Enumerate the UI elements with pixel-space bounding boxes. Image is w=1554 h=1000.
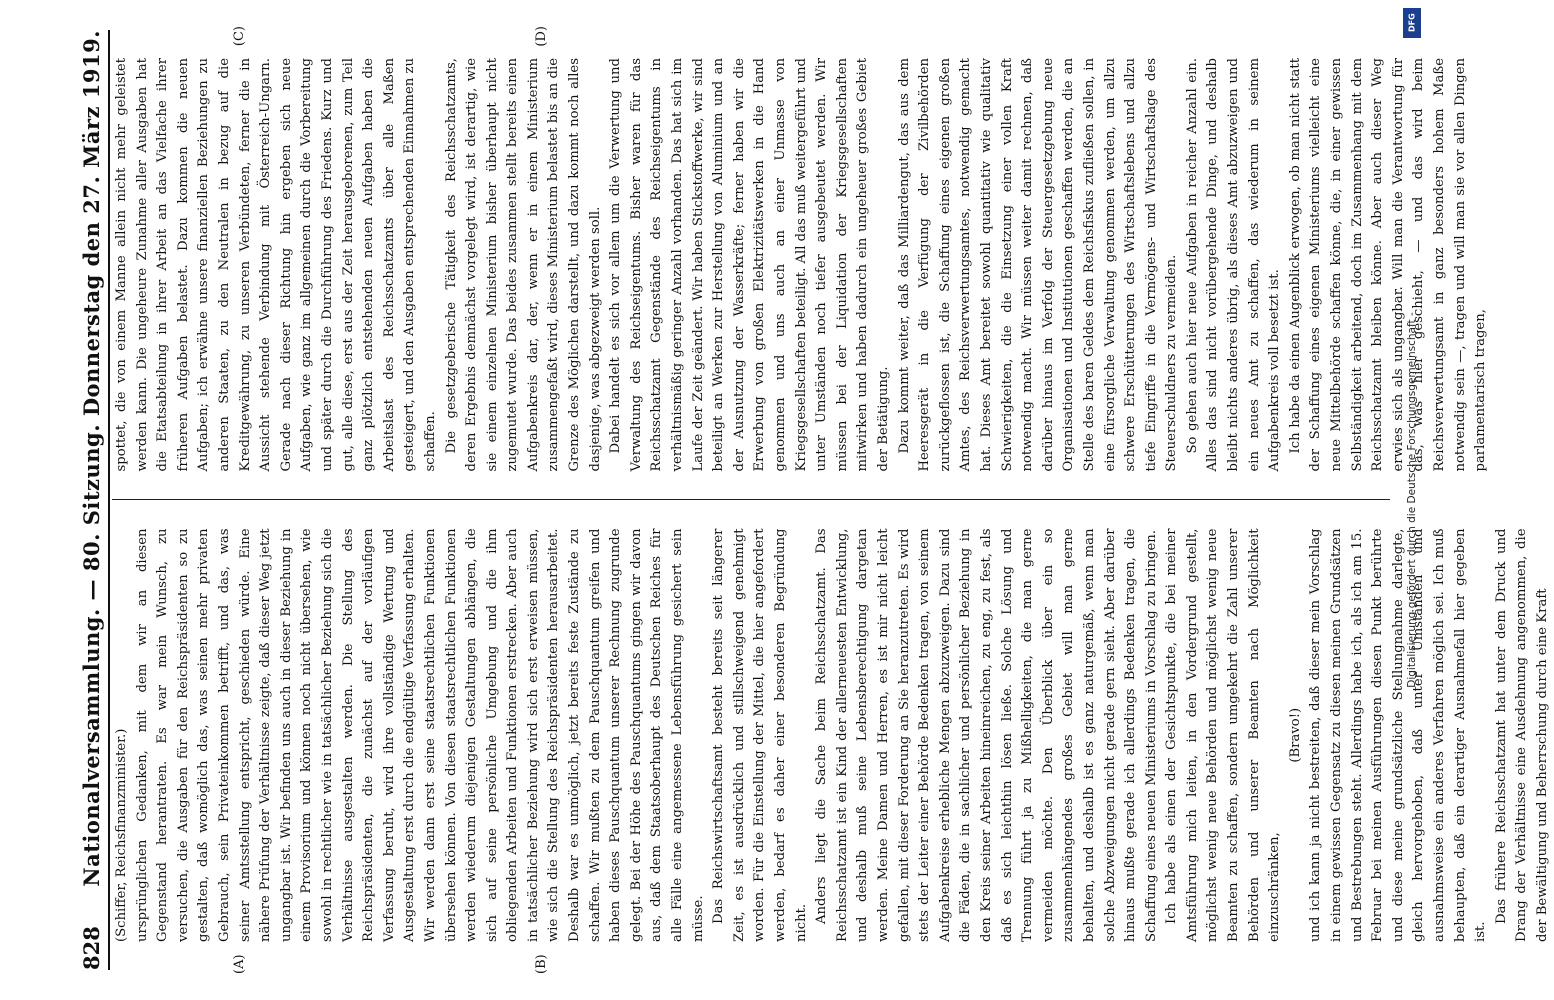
paragraph: So gehen auch hier neue Aufgaben in reicher Anzahl ein. Alles das sind nicht vorübergehende Dinge, und deshalb bleibt nichts anderes übrig, als dieses Amt abzuzweigen und ein neues Amt zu schaffen, das wiederum in seinem Aufgabenkreis voll besetzt ist. — [1184, 58, 1283, 472]
paragraph: und ich kann ja nicht bestreiten, daß dieser mein Vorschlag in einem gewissen Gegensatz zu diesen meinen Grundsätzen und Bestrebungen steht. Allerdings habe ich, als ich am 15. Februar bei meinen Ausführungen diesen Punkt berührte und diese meine grundsätzliche Stellungnahme darlegte, gleich hervorgehoben, daß unter Umständen und ausnahmsweise ein anderes Verfahren möglich sei. Ich muß behaupten, daß ein derartiger Ausnahmefall hier gegeben ist. — [1308, 528, 1489, 942]
margin-marker-c: (C) — [232, 26, 247, 47]
paragraph: Anders liegt die Sache beim Reichsschatzamt. Das Reichsschatzamt ist ein Kind der allerneuesten Entwicklung, und deshalb muß seine Lebensberechtigung dargetan werden. Meine Damen und Herren, es ist mir nicht leicht gefallen, mit dieser Forderung an Sie heranzutreten. Es wird stets der Leiter einer Behörde Bedenken tragen, von seinem Aufgabenkreise erhebliche Mengen abzuzweigen. Dazu sind die Fäden, die in sachlicher und persönlicher Beziehung in den Kreis seiner Arbeiten hineinreichen, zu eng, zu fest, als daß es sich leichthin lösen ließe. Solche Lösung und Trennung führt ja zu Mißhelligkeiten, die man gerne vermeiden möchte. Den Überblick über ein so zusammenhängendes großes Gebiet will man gerne behalten, und deshalb ist es ganz naturgemäß, wenn man solche Abzweigungen nicht gerade gern sieht. Aber darüber hinaus mußte gerade ich allerdings Bedenken tragen, die Schaffung eines neuen Ministeriums in Vorschlag zu bringen. — [814, 528, 1159, 942]
margin-marker-a: (A) — [232, 954, 247, 974]
paragraph: Ich habe da einen Augenblick erwogen, ob man nicht statt der Schaffung eines eigenen Ministeriums vielleicht eine neue Mittelbehörde schaffen könne, die, in einer gewissen Selbständigkeit arbeitend, doch im Zusammenhang mit dem Reichsschatzamt bleiben könne. Aber auch dieser Weg erwies sich als ungangbar. Will man die Verantwortung für das, was hier geschieht, — und das wird beim Reichsverwertungsamt in ganz besonders hohem Maße notwendig sein —, tragen und will man sie vor allen Dingen parlamentarisch tragen, — [1287, 58, 1489, 472]
margin-marker-d: (D) — [534, 26, 549, 47]
digitization-credit: Digitalisierung gefördert durch die Deutsche Forschungsgemeinschaft - — [1406, 312, 1418, 688]
margin-marker-b: (B) — [534, 954, 549, 974]
speaker-note: (Schiffer, Reichsfinanzminister.) — [114, 728, 129, 942]
interjection: (Bravo!) — [1287, 707, 1303, 763]
paragraph: Die gesetzgeberische Tätigkeit des Reichsschatzamts, deren Ergebnis demnächst vorgelegt wird, ist derartig, wie sie einem einzelnen Ministerium bisher überhaupt nicht zugemutet wurde. Das beides zusammen stellt bereits einen Aufgabenkreis dar, der, wenn er in einem Ministerium zusammengefaßt wird, dieses Ministerium belastet bis an die Grenze des Möglichen darstellt, und dazu kommt noch alles dasjenige, was abgezweigt werden soll. — [443, 58, 603, 472]
paragraph: Dabei handelt es sich vor allem um die Verwertung und Verwaltung des Reichseigentums. Bisher waren für das Reichsschatzamt Gegenstände des Reichseigentums in verhältnismäßig geringer Anzahl vorhanden. Das hat sich im Laufe der Zeit geändert. Wir haben Stickstoffwerke, wir sind beteiligt an Werken zur Herstellung von Aluminium und an der Ausnutzung der Wasserkräfte; ferner haben wir die Erwerbung von großen Elektrizitätswerken in die Hand genommen und uns auch an einer Unmasse von Kriegsgesellschaften beteiligt. All das muß weitergeführt und unter Umständen noch tiefer ausgebeutet werden. Wir müssen bei der Liquidation der Kriegsgesellschaften mitwirken und haben dadurch ein ungeheuer großes Gebiet der Betätigung. — [608, 58, 891, 472]
paragraph: spottet, die von einem Manne allein nicht mehr geleistet werden kann. Die ungeheure Zunahme aller Ausgaben hat die Etatsabteilung in ihrer Arbeit an das Vielfache ihrer früheren Aufgaben belastet. Dazu kommen die neuen Aufgaben; ich erwähne unsere finanziellen Beziehungen zu anderen Staaten, zu den Neutralen in bezug auf die Kreditgewährung, zu unseren Verbündeten, ferner die in Aussicht stehende Verbindung mit Österreich-Ungarn. Gerade nach dieser Richtung hin ergeben sich neue Aufgaben, wie ganz im allgemeinen durch die Vorbereitung und später durch die Durchführung des Friedens. Kurz und gut, alle diese, erst aus der Zeit herausgeborenen, zum Teil ganz plötzlich entstehenden neuen Aufgaben haben die Arbeitslast des Reichsschatzamts über alle Maßen gesteigert, und den Ausgaben entsprechenden Einnahmen zu schaffen. — [114, 58, 438, 472]
digitization-sidebar — [1398, 0, 1426, 1000]
page-number: 828 — [79, 926, 104, 970]
paragraph: ursprünglichen Gedanken, mit dem wir an diesen Gegenstand herantraten. Es war mein Wunsch, zu versuchen, die Ausgaben für den Reichspräsidenten so zu gestalten, daß womöglich das, was seinen mehr privaten Gebrauch, sein Privateinkommen betrifft, und das, was seiner Amtsstellung entspricht, geschieden würde. Eine nähere Prüfung der Verhältnisse zeigte, daß dieser Weg jetzt ungangbar ist. Wir befinden uns auch in dieser Beziehung in einem Provisorium und können noch nicht übersehen, wie sowohl in rechtlicher wie in tatsächlicher Beziehung sich die Verhältnisse ausgestalten werden. Die Stellung des Reichspräsidenten, die zunächst auf der vorläufigen Verfassung beruht, wird ihre vollständige Wertung und Ausgestaltung erst durch die endgültige Verfassung erhalten. Wir werden dann erst seine staatsrechtlichen Funktionen übersehen können. Von diesen staatsrechtlichen Funktionen werden wiederum diejenigen Gestaltungen abhängen, die sich auf seine persönliche Umgebung und die ihm obliegenden Arbeiten und Funktionen erstrecken. Aber auch in tatsächlicher Beziehung wird sich erst erweisen müssen, wie sich die Stellung des Reichspräsidenten herausarbeitet. Deshalb war es unmöglich, jetzt bereits feste Zustände zu schaffen. Wir mußten zu dem Pauschquantum greifen und haben dieses Pauschquantum unserer Rechnung zugrunde gelegt. Bei der Höhe des Pauschquantums gingen wir davon aus, daß dem Staatsoberhaupt des Deutschen Reiches für alle Fälle eine angemessene Lebensführung gesichert sein müsse. — [134, 528, 706, 942]
paragraph: Dazu kommt weiter, daß das Milliardengut, das aus dem Heeresgerät in die Verfügung der Zivilbehörden zurückgeflossen ist, die Schaffung eines eigenen großen Amtes, des Reichsverwertungsamtes, notwendig gemacht hat. Dieses Amt bereitet sowohl quantitativ wie qualitativ Schwierigkeiten, die die Einsetzung einer vollen Kraft notwendig macht. Wir müssen weiter damit rechnen, daß darüber hinaus im Verfolg der Steuergesetzgebung neue Organisationen und Institutionen geschaffen werden, die an Stelle des baren Geldes dem Reichsfiskus zufließen sollen, in eine fürsorgliche Verwaltung genommen werden, um allzu schwere Erschütterungen des Wirtschaftslebens und allzu tiefe Eingriffe in die Vermögens- und Wirtschaftslage des Steuerschuldners zu vermeiden. — [896, 58, 1180, 472]
paragraph: Das Reichswirtschaftsamt besteht bereits seit längerer Zeit, es ist ausdrücklich und stillschweigend genehmigt worden. Für die Einstellung der Mittel, die hier angefordert werden, bedarf es daher einer besonderen Begründung nicht. — [711, 528, 809, 942]
running-head — [70, 30, 110, 970]
paragraph: Ich habe als einen der Gesichtspunkte, die bei meiner Amtsführung mich leiten, in den Vordergrund gestellt, möglichst wenig neue Behörden und möglichst wenig neue Beamten zu schaffen, sondern umgekehrt die Zahl unserer Behörden und unserer Beamten nach Möglichkeit einzuschränken, — [1164, 528, 1283, 942]
dfg-logo: DFG — [1403, 8, 1421, 38]
page-title: Nationalversammlung. — 80. Sitzung. Donnerstag den 27. März 1919. — [79, 30, 104, 887]
paragraph: Das frühere Reichsschatzamt hat unter dem Druck und Drang der Verhältnisse eine Ausdehnung angenommen, die der Bewältigung und Beherrschung durch eine Kraft — [1493, 528, 1550, 942]
